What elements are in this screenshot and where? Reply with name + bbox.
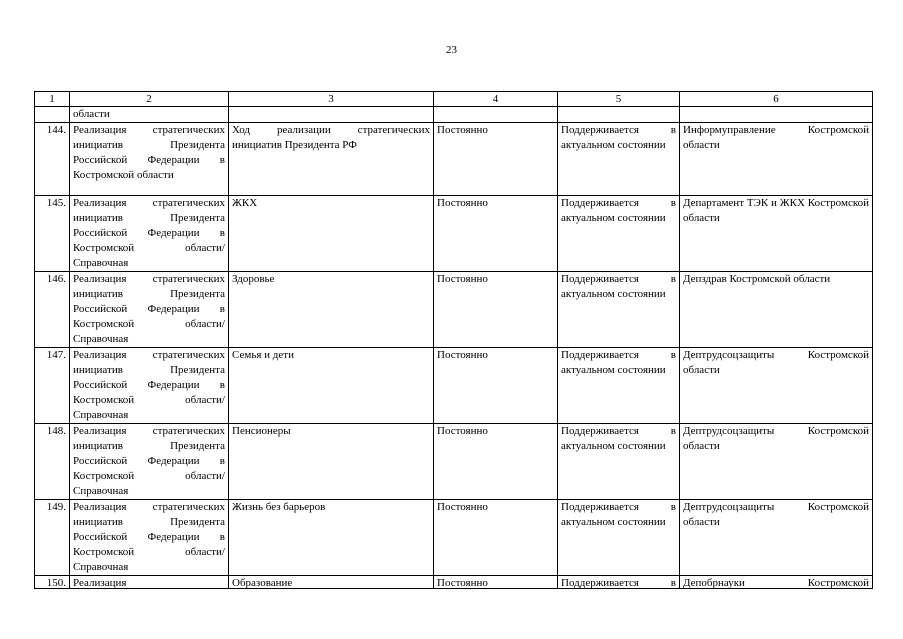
section-cell: Жизнь без барьеров [229, 500, 434, 576]
row-number-cell [35, 107, 70, 123]
period-cell: Постоянно [434, 500, 558, 576]
initiative-cell: Реализация стратегических инициатив Президента Российской Федерации в Костромской области [70, 123, 229, 196]
row-number-text: 150. [46, 577, 66, 588]
table-row [35, 196, 873, 272]
period-cell [434, 576, 558, 589]
responsible-cell: Информуправление Костромской области [680, 123, 873, 196]
section-cell [229, 576, 434, 589]
status-cell: Поддерживается в актуальном состоянии [558, 424, 680, 500]
responsible-text [683, 576, 869, 588]
column-header: 2 [70, 92, 229, 107]
section-cell: ЖКХ [229, 196, 434, 272]
period-text: Постоянно [437, 577, 488, 588]
table-row-continuation [35, 107, 873, 123]
responsible-word: Костромской [807, 577, 869, 588]
initiative-cell: области [70, 107, 229, 123]
row-number-cell: 145. [35, 196, 70, 272]
initiative-text: Реализация [73, 577, 127, 588]
responsible-cell [680, 107, 873, 123]
status-cell [558, 107, 680, 123]
row-number-cell: 148. [35, 424, 70, 500]
status-cell: Поддерживается в актуальном состоянии [558, 196, 680, 272]
period-cell: Постоянно [434, 348, 558, 424]
section-cell: Семья и дети [229, 348, 434, 424]
table-row [35, 576, 873, 589]
column-header: 5 [558, 92, 680, 107]
row-number-cell: 146. [35, 272, 70, 348]
table-row [35, 500, 873, 576]
data-table [34, 91, 873, 589]
initiative-cell: Реализация стратегических инициатив Президента Российской Федерации в Костромской области/Справочная [70, 196, 229, 272]
status-word: в [670, 577, 676, 588]
section-cell: Пенсионеры [229, 424, 434, 500]
column-header: 4 [434, 92, 558, 107]
column-header: 3 [229, 92, 434, 107]
responsible-cell: Дептрудсоцзащиты Костромской области [680, 500, 873, 576]
table-row [35, 123, 873, 196]
section-cell: Ход реализации стратегических инициатив Президента РФ [229, 123, 434, 196]
table-row [35, 348, 873, 424]
initiative-cell: Реализация стратегических инициатив Президента Российской Федерации в Костромской области/Справочная [70, 272, 229, 348]
column-header: 6 [680, 92, 873, 107]
table-header-row [35, 92, 873, 107]
status-cell: Поддерживается в актуальном состоянии [558, 500, 680, 576]
row-number-cell: 144. [35, 123, 70, 196]
column-header: 1 [35, 92, 70, 107]
period-cell: Постоянно [434, 196, 558, 272]
responsible-cell: Дептрудсоцзащиты Костромской области [680, 424, 873, 500]
table-row [35, 424, 873, 500]
row-number-cell: 149. [35, 500, 70, 576]
initiative-cell: Реализация стратегических инициатив Президента Российской Федерации в Костромской области/Справочная [70, 348, 229, 424]
section-cell: Здоровье [229, 272, 434, 348]
status-cell: Поддерживается в актуальном состоянии [558, 272, 680, 348]
section-text: Образование [232, 577, 293, 588]
period-cell: Постоянно [434, 123, 558, 196]
responsible-cell [680, 576, 873, 589]
status-cell: Поддерживается в актуальном состоянии [558, 123, 680, 196]
table-row [35, 272, 873, 348]
responsible-cell: Дептрудсоцзащиты Костромской области [680, 348, 873, 424]
row-number-cell: 147. [35, 348, 70, 424]
initiative-cell: Реализация стратегических инициатив Президента Российской Федерации в Костромской области/Справочная [70, 424, 229, 500]
page-number: 23 [446, 44, 457, 56]
responsible-cell: Департамент ТЭК и ЖКХ Костромской области [680, 196, 873, 272]
section-cell [229, 107, 434, 123]
status-cell: Поддерживается в актуальном состоянии [558, 348, 680, 424]
responsible-cell: Депздрав Костромской области [680, 272, 873, 348]
period-cell: Постоянно [434, 424, 558, 500]
status-cell [558, 576, 680, 589]
status-text [561, 576, 676, 588]
responsible-word: Депобрнауки [683, 577, 745, 588]
period-cell [434, 107, 558, 123]
status-word: Поддерживается [561, 577, 639, 588]
initiative-cell: Реализация стратегических инициатив Президента Российской Федерации в Костромской области/Справочная [70, 500, 229, 576]
initiative-cell [70, 576, 229, 589]
row-number-cell [35, 576, 70, 589]
period-cell: Постоянно [434, 272, 558, 348]
